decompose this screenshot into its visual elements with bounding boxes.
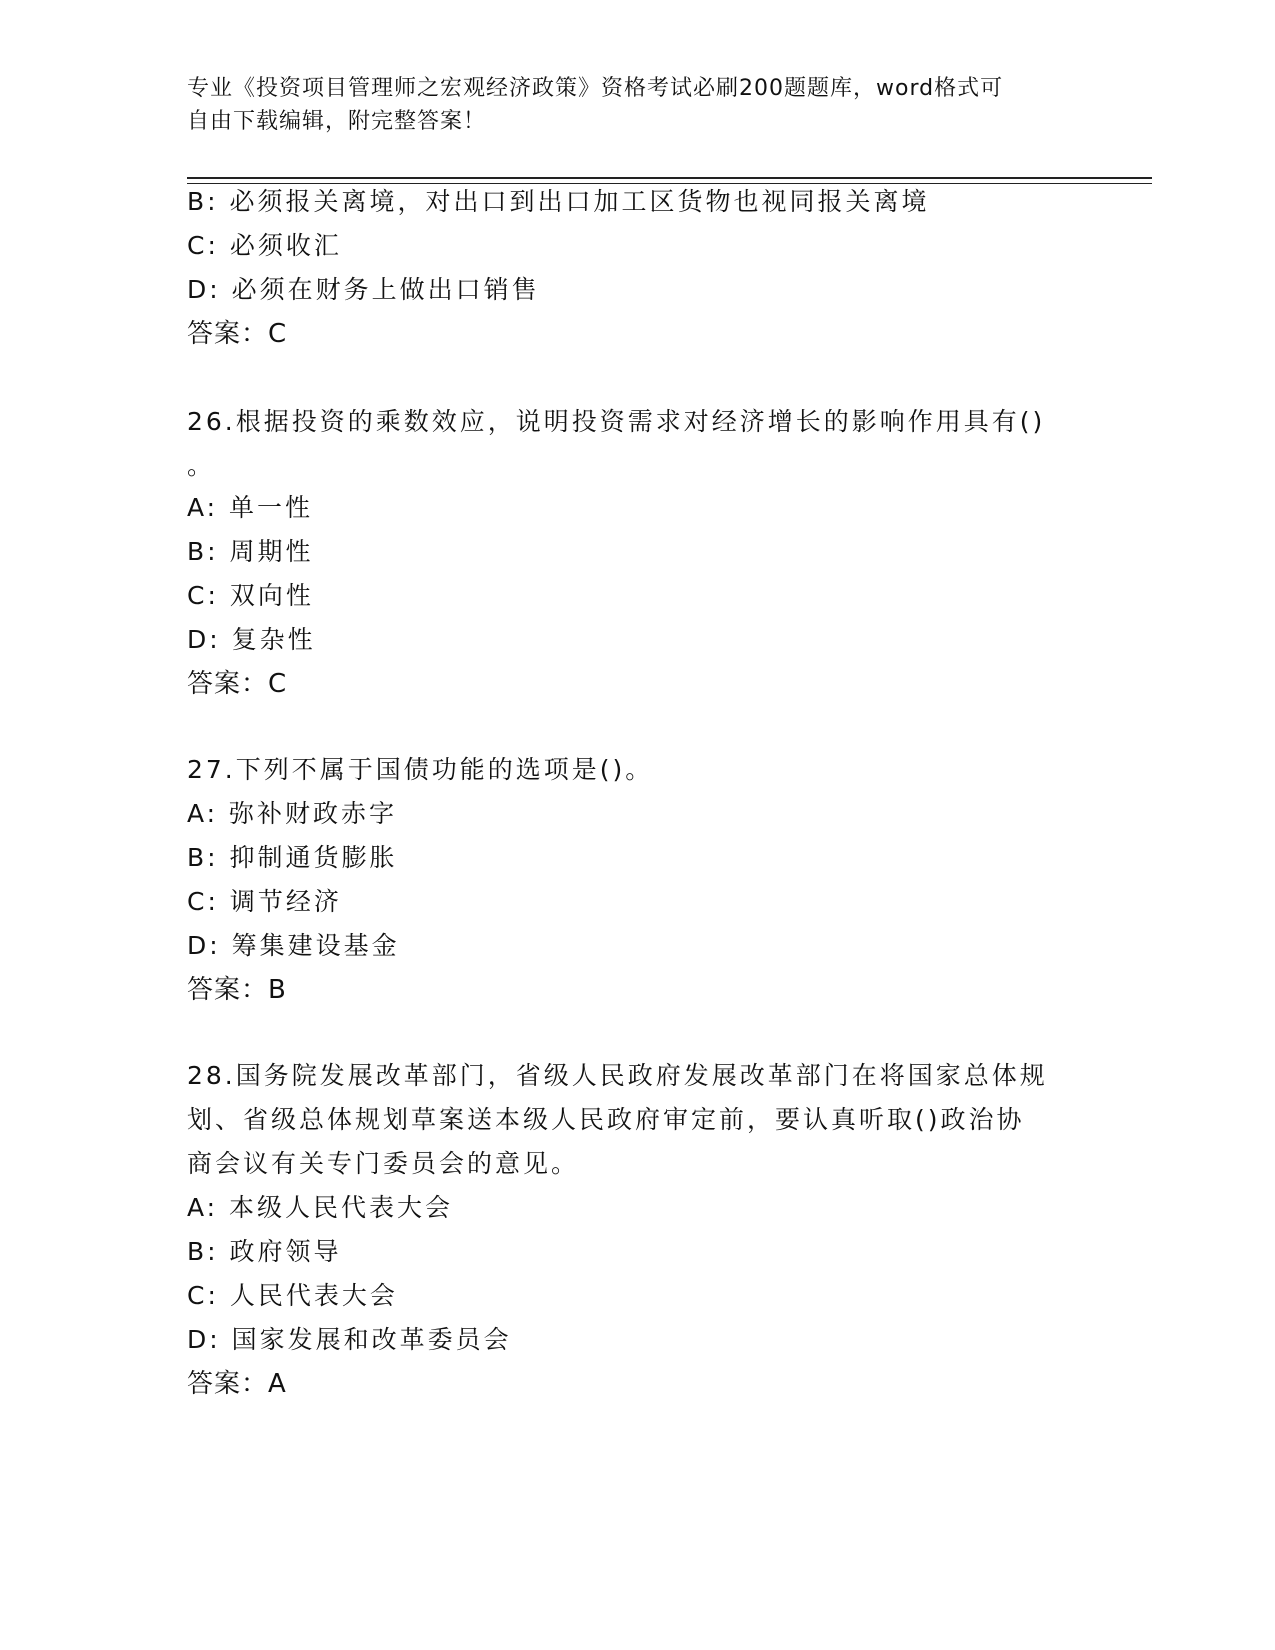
q26-answer: 答案：C <box>187 669 288 699</box>
q28-question-line-3: 商会议有关专门委员会的意见。 <box>187 1149 580 1178</box>
page-header <box>187 72 1067 138</box>
q28-question-line-1: 28.国务院发展改革部门，省级人民政府发展改革部门在将国家总体规 <box>187 1061 1048 1090</box>
q25-option-b: B: 必须报关离境，对出口到出口加工区货物也视同报关离境 <box>187 187 930 216</box>
header-line-2: 自由下载编辑，附完整答案！ <box>187 109 487 134</box>
q27-option-d: D: 筹集建设基金 <box>187 931 400 960</box>
q27-option-a: A: 弥补财政赤字 <box>187 799 398 828</box>
q25-option-c: C: 必须收汇 <box>187 231 342 260</box>
q28-answer: 答案：A <box>187 1369 287 1399</box>
header-line-1: 专业《投资项目管理师之宏观经济政策》资格考试必刷200题题库，word格式可 <box>187 76 1004 101</box>
header-divider-thin <box>187 183 1152 184</box>
q25-option-d: D: 必须在财务上做出口销售 <box>187 275 540 304</box>
q25-answer: 答案：C <box>187 319 288 349</box>
q28-question-line-2: 划、省级总体规划草案送本级人民政府审定前，要认真听取()政治协 <box>187 1105 1025 1134</box>
q26-option-d: D: 复杂性 <box>187 625 316 654</box>
q27-option-c: C: 调节经济 <box>187 887 342 916</box>
q28-option-d: D: 国家发展和改革委员会 <box>187 1325 512 1354</box>
q26-question-line-2: 。 <box>187 451 216 480</box>
q28-option-a: A: 本级人民代表大会 <box>187 1193 454 1222</box>
q27-question-line-1: 27.下列不属于国债功能的选项是()。 <box>187 755 654 784</box>
q28-option-c: C: 人民代表大会 <box>187 1281 398 1310</box>
q27-answer: 答案：B <box>187 975 287 1005</box>
q26-option-a: A: 单一性 <box>187 493 314 522</box>
q27-option-b: B: 抑制通货膨胀 <box>187 843 398 872</box>
q26-question-line-1: 26.根据投资的乘数效应，说明投资需求对经济增长的影响作用具有() <box>187 407 1046 436</box>
q26-option-c: C: 双向性 <box>187 581 314 610</box>
q28-option-b: B: 政府领导 <box>187 1237 342 1266</box>
header-divider-thick <box>187 177 1152 179</box>
q26-option-b: B: 周期性 <box>187 537 314 566</box>
